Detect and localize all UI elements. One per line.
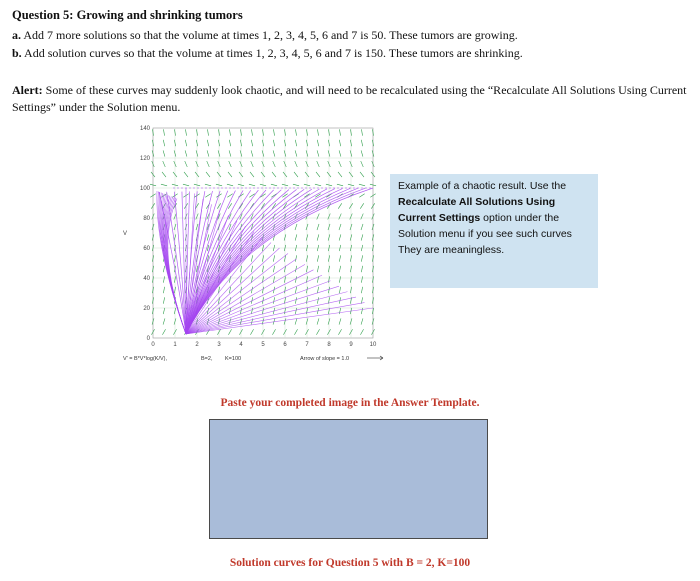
y-tick-label: 80 bbox=[143, 216, 150, 222]
y-tick-label: 140 bbox=[139, 126, 150, 132]
footer-arrow: Arrow of slope = 1.0 bbox=[300, 356, 350, 362]
footer-k: K=100 bbox=[225, 356, 242, 362]
alert-label: Alert: bbox=[12, 83, 43, 97]
x-tick-label: 10 bbox=[369, 342, 377, 348]
answer-image-box[interactable] bbox=[209, 419, 488, 539]
y-tick-label: 60 bbox=[143, 246, 150, 252]
part-a-text: Add 7 more solutions so that the volume at times 1, 2, 3, 4, 5, 6 and 7 is 50. These tumors are growing. bbox=[23, 28, 518, 42]
paste-instruction: Paste your completed image in the Answer Template. bbox=[220, 397, 480, 409]
chaotic-callout bbox=[390, 174, 598, 288]
plot-svg bbox=[115, 120, 390, 375]
x-tick-label: 4 bbox=[239, 342, 243, 348]
x-tick-label: 5 bbox=[261, 342, 265, 348]
footer-b: B=2, bbox=[201, 356, 213, 362]
callout-text-1: Example of a chaotic result. Use the bbox=[398, 180, 567, 192]
x-tick-label: 7 bbox=[305, 342, 309, 348]
y-tick-label: 40 bbox=[143, 276, 150, 282]
x-tick-label: 2 bbox=[195, 342, 199, 348]
y-axis-label: V bbox=[122, 231, 128, 237]
callout-text-2: option under the Solution menu if you see such curves They are meaningless. bbox=[398, 212, 572, 256]
part-b-label: b. bbox=[12, 46, 22, 60]
footer-formula: V' = B*V*log(K/V), bbox=[123, 356, 167, 362]
part-b-text: Add solution curves so that the volume at times 1, 2, 3, 4, 5, 6 and 7 is 150. These tumors are shrinking. bbox=[24, 46, 523, 60]
y-tick-label: 20 bbox=[143, 306, 150, 312]
part-a bbox=[12, 28, 518, 43]
y-tick-label: 120 bbox=[139, 156, 150, 162]
x-tick-label: 6 bbox=[283, 342, 287, 348]
x-tick-label: 3 bbox=[217, 342, 221, 348]
part-a-label: a. bbox=[12, 28, 21, 42]
answer-caption: Solution curves for Question 5 with B = 2, K=100 bbox=[229, 557, 471, 569]
question-title: Question 5: Growing and shrinking tumors bbox=[12, 8, 243, 22]
alert-text: Some of these curves may suddenly look chaotic, and will need to be recalculated using the “Recalculate All Solutions Using Current Settings” under the Solution menu. bbox=[12, 83, 687, 114]
x-tick-label: 1 bbox=[173, 342, 177, 348]
y-tick-label: 100 bbox=[139, 186, 150, 192]
y-tick-label: 0 bbox=[146, 336, 150, 342]
x-tick-label: 8 bbox=[327, 342, 331, 348]
x-tick-label: 0 bbox=[151, 342, 155, 348]
callout-bold: Recalculate All Solutions Using Current Settings bbox=[398, 196, 556, 224]
solution-plot bbox=[115, 120, 390, 375]
part-b bbox=[12, 46, 523, 61]
x-tick-label: 9 bbox=[349, 342, 353, 348]
alert-note bbox=[12, 82, 692, 116]
